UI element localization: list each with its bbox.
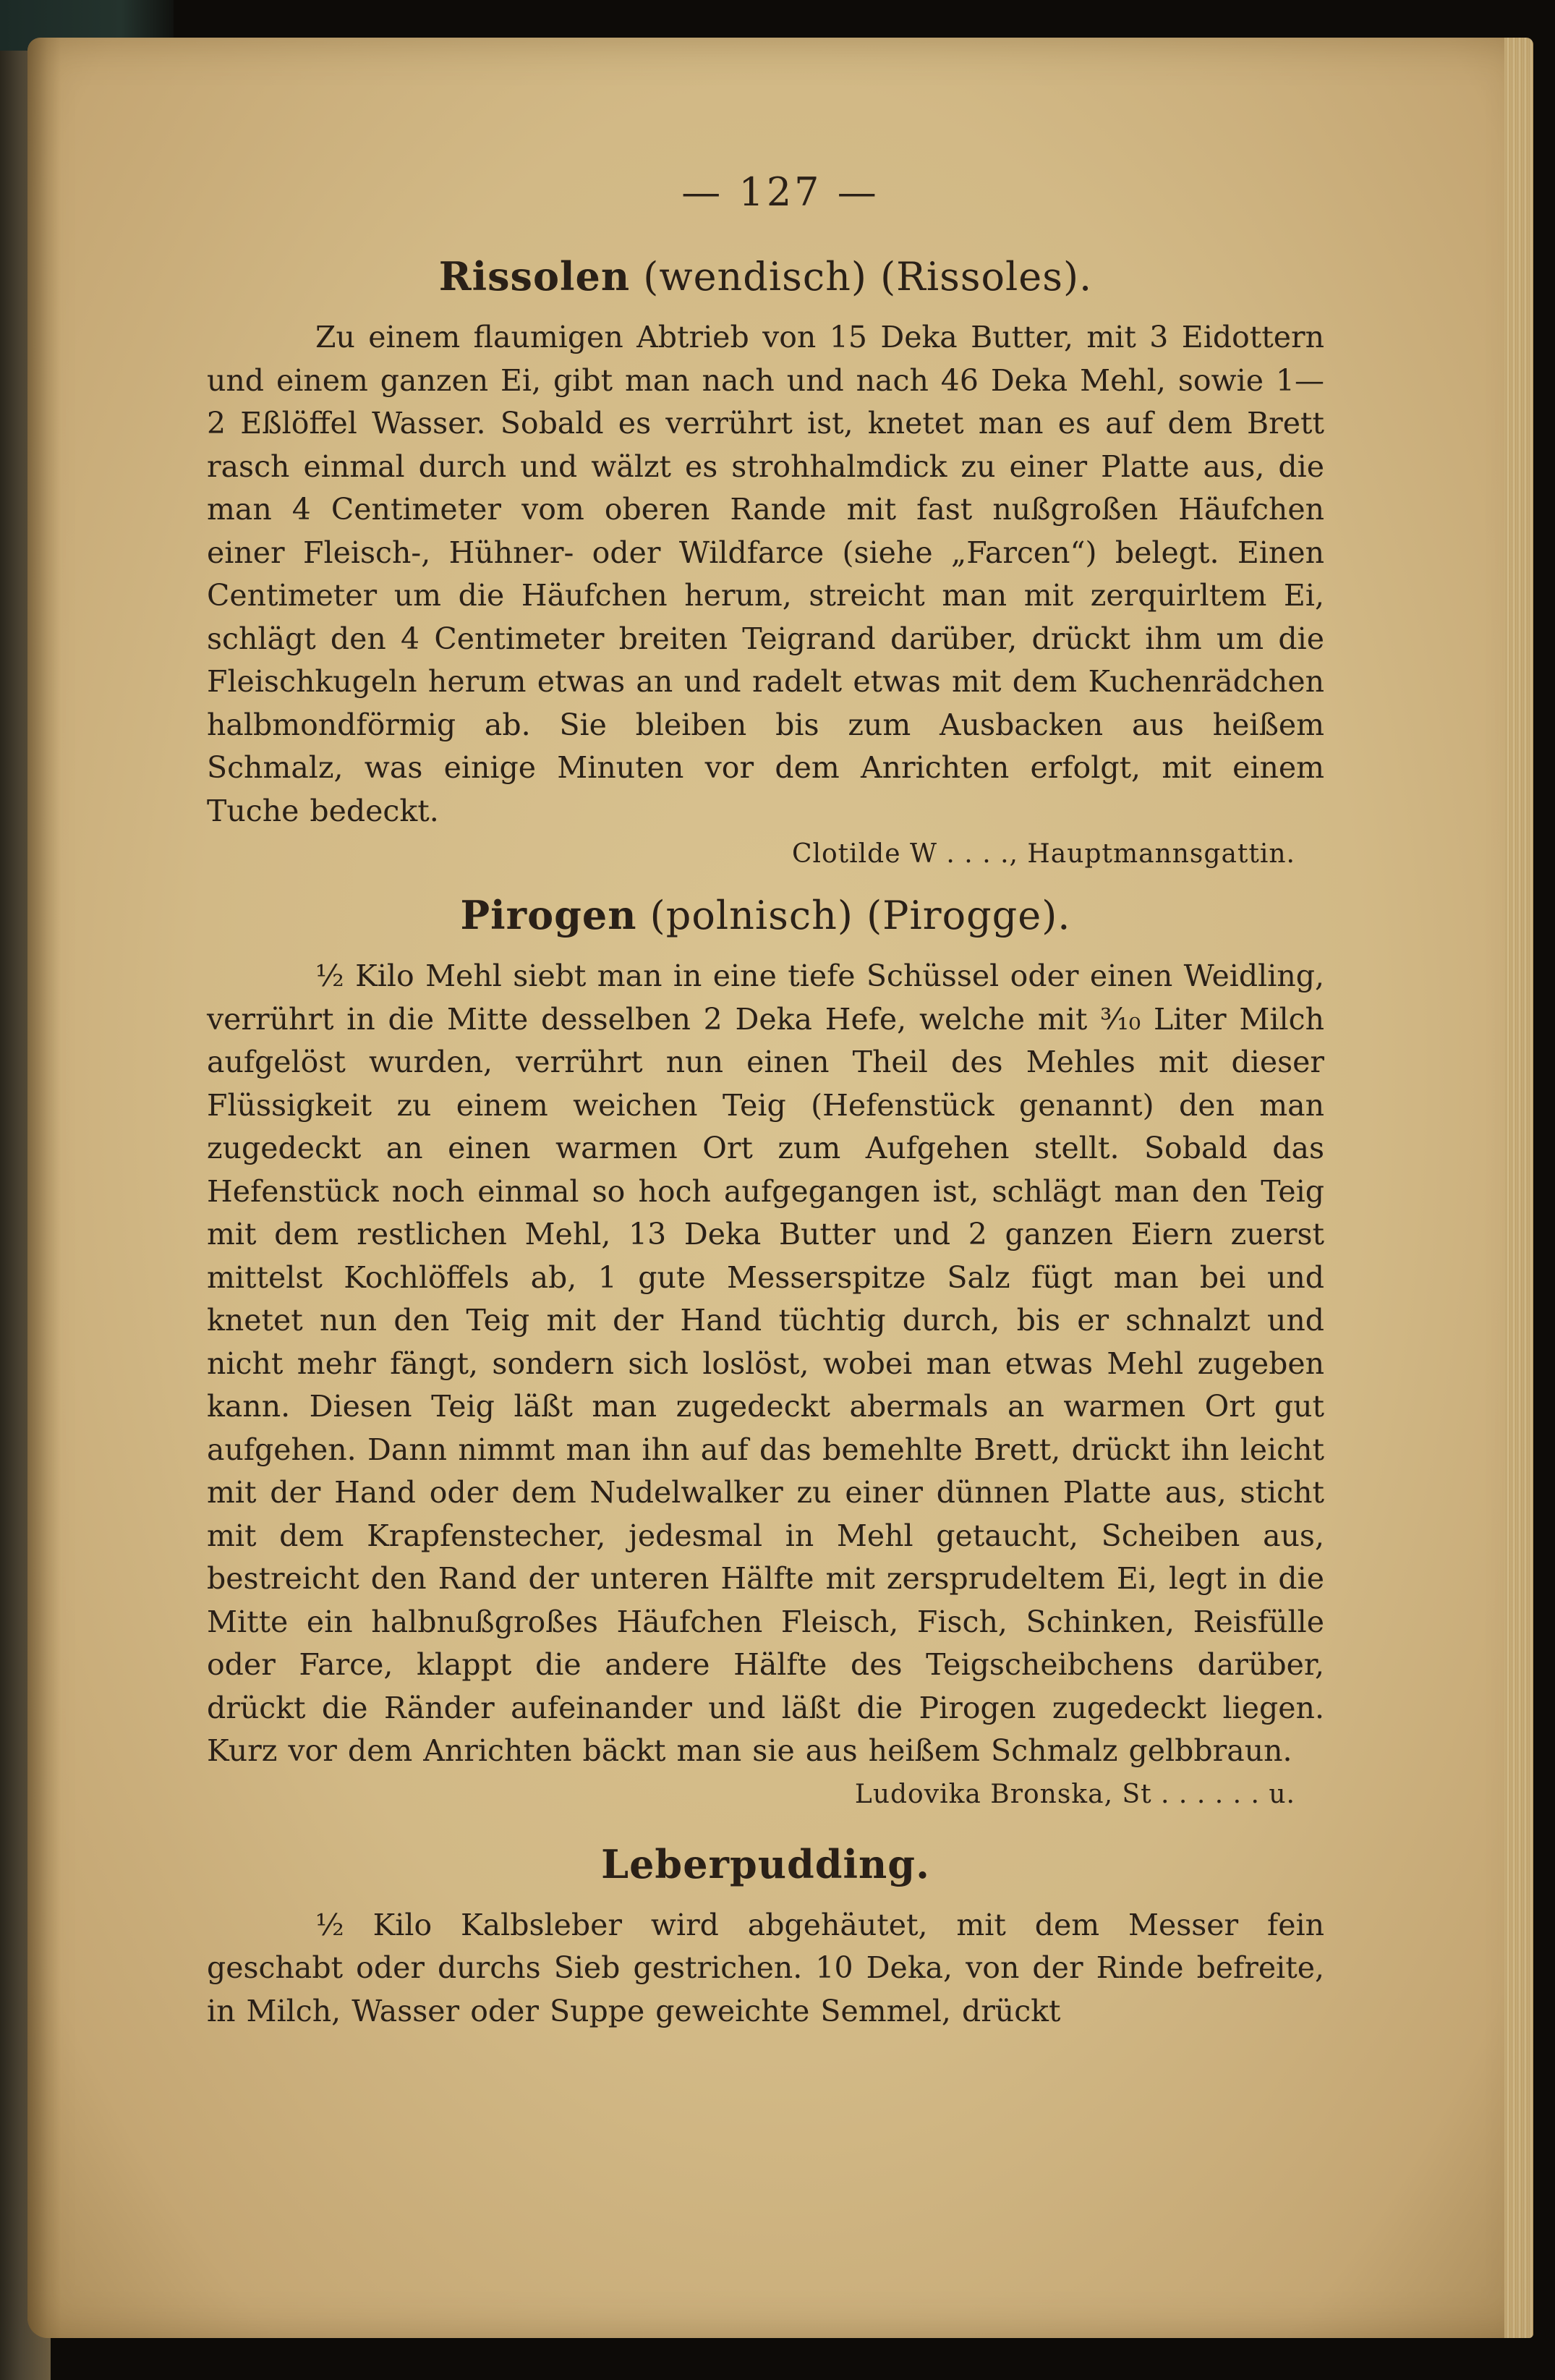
recipe-signature-rissolen: Clotilde W . . . ., Hauptmannsgattin. xyxy=(791,839,1295,869)
page-number: — 127 — xyxy=(681,169,879,215)
recipe-signature-pirogen: Ludovika Bronska, St . . . . . . u. xyxy=(854,1779,1295,1809)
page-edges xyxy=(1504,38,1533,2338)
recipe-title-rissolen xyxy=(207,247,1324,306)
page-gutter xyxy=(27,38,61,2338)
recipe-title-main: Rissolen xyxy=(438,253,631,299)
recipe-title-sub: (wendisch) (Rissoles). xyxy=(630,254,1093,299)
recipe-text-pirogen: ½ Kilo Mehl siebt man in eine tiefe Schüssel oder einen Weidling, verrührt in die Mitte desselben 2 Deka Hefe, welche mit ³⁄₁₀ Liter Milch aufgelöst wurden, verrührt nun einen Theil des Mehles mit dieser Flüssigkeit zu einem weichen Teig (Hefenstück genannt) den man zugedeckt an einen warmen Ort zum Aufgehen stellt. Sobald das Hefenstück noch einmal so hoch aufgegangen ist, schlägt man den Teig mit dem restlichen Mehl, 13 Deka Butter und 2 ganzen Eiern zuerst mittelst Kochlöffels ab, 1 gute Messerspitze Salz fügt man bei und knetet nun den Teig mit der Hand tüchtig durch, bis er schnalzt und nicht mehr fängt, sondern sich loslöst, wobei man etwas Mehl zugeben kann. Diesen Teig läßt man zugedeckt abermals an warmen Ort gut aufgehen. Dann nimmt man ihn auf das bemehlte Brett, drückt ihn leicht mit der Hand oder dem Nudelwalker zu einer dünnen Platte aus, sticht mit dem Krapfenstecher, jedesmal in Mehl getaucht, Scheiben aus, bestreicht den Rand der unteren Hälfte mit zersprudeltem Ei, legt in die Mitte ein halbnußgroßes Häufchen Fleisch, Fisch, Schinken, Reisfülle oder Farce, klappt die andere Hälfte des Teigscheibchens darüber, drückt die Ränder aufeinander und läßt die Pirogen zugedeckt liegen. Kurz vor dem Anrichten bäckt man sie aus heißem Schmalz gelbbraun. xyxy=(207,959,1324,1768)
recipe-text-leberpudding: ½ Kilo Kalbsleber wird abgehäutet, mit dem Messer fein geschabt oder durchs Sieb gestrichen. 10 Deka, von der Rinde befreite, in Milch, Wasser oder Suppe geweichte Semmel, drückt xyxy=(207,1907,1324,2028)
page-content xyxy=(207,247,1324,2033)
book-page xyxy=(27,38,1533,2338)
recipe-title-pirogen xyxy=(207,886,1324,945)
recipe-title-sub: (polnisch) (Pirogge). xyxy=(636,893,1071,938)
recipe-title-main: Pirogen xyxy=(460,892,637,938)
recipe-text-rissolen: Zu einem flaumigen Abtrieb von 15 Deka Butter, mit 3 Eidottern und einem ganzen Ei, gibt man nach und nach 46 Deka Mehl, sowie 1—2 Eßlöffel Wasser. Sobald es verrührt ist, knetet man es auf dem Brett rasch einmal durch und wälzt es strohhalmdick zu einer Platte aus, die man 4 Centimeter vom oberen Rande mit fast nußgroßen Häufchen einer Fleisch-, Hühner- oder Wildfarce (siehe „Farcen“) belegt. Einen Centimeter um die Häufchen herum, streicht man mit zerquirltem Ei, schlägt den 4 Centimeter breiten Teigrand darüber, drückt ihm um die Fleischkugeln herum etwas an und radelt etwas mit dem Kuchenrädchen halbmondförmig ab. Sie bleiben bis zum Ausbacken aus heißem Schmalz, was einige Minuten vor dem Anrichten erfolgt, mit einem Tuche bedeckt. xyxy=(207,320,1324,828)
recipe-title-leberpudding xyxy=(207,1835,1324,1894)
recipe-title-main: Leberpudding. xyxy=(601,1840,930,1887)
